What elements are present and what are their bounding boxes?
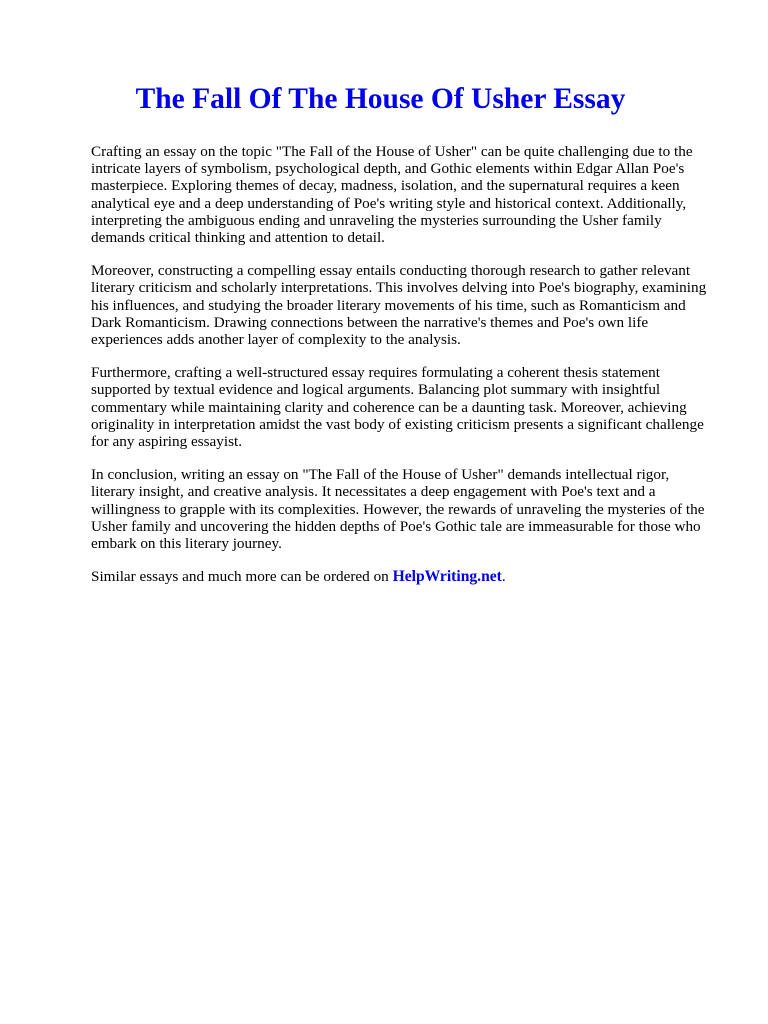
helpwriting-link[interactable]: HelpWriting.net xyxy=(392,568,502,586)
paragraph-line: supported by textual evidence and logical arguments. Balancing plot summary with insightful xyxy=(91,381,661,399)
paragraph-line: literary criticism and scholarly interpretations. This involves delving into Poe's biography, examining xyxy=(91,279,707,297)
paragraph-line: commentary while maintaining clarity and coherence can be a daunting task. Moreover, achieving xyxy=(91,398,687,416)
paragraph-line: masterpiece. Exploring themes of decay, madness, isolation, and the supernatural requires a keen xyxy=(91,177,680,195)
paragraph-line: Dark Romanticism. Drawing connections between the narrative's themes and Poe's own life xyxy=(91,313,649,331)
paragraph-line: willingness to grapple with its complexities. However, the rewards of unraveling the mysteries of the xyxy=(91,500,705,518)
page-title: The Fall Of The House Of Usher Essay xyxy=(135,83,626,115)
paragraph-line: analytical eye and a deep understanding of Poe's writing style and historical context. Additionally, xyxy=(91,194,687,212)
essay-paragraph xyxy=(91,143,718,246)
paragraph-line: Usher family and uncovering the hidden depths of Poe's Gothic tale are immeasurable for those who xyxy=(91,517,701,535)
paragraph-line: Moreover, constructing a compelling essay entails conducting thorough research to gather relevant xyxy=(91,262,691,280)
paragraph-line: demands critical thinking and attention to detail. xyxy=(91,229,385,247)
paragraph-line: his influences, and studying the broader literary movements of his time, such as Romanticism and xyxy=(91,296,686,314)
paragraph-line: intricate layers of symbolism, psychological depth, and Gothic elements within Edgar Allan Poe's xyxy=(91,160,685,178)
paragraph-line: experiences adds another layer of complexity to the analysis. xyxy=(91,331,461,349)
footer-prefix: Similar essays and much more can be ordered on xyxy=(91,568,393,586)
paragraph-line: literary insight, and creative analysis. It necessitates a deep engagement with Poe's text and a xyxy=(91,483,656,501)
essay-paragraph xyxy=(91,262,718,348)
paragraph-line: Furthermore, crafting a well-structured essay requires formulating a coherent thesis statement xyxy=(91,364,660,382)
paragraph-line: embark on this literary journey. xyxy=(91,535,282,553)
essay-paragraph xyxy=(91,364,718,450)
paragraph-line: In conclusion, writing an essay on "The Fall of the House of Usher" demands intellectual rigor, xyxy=(91,466,670,484)
paragraph-line: Crafting an essay on the topic "The Fall of the House of Usher" can be quite challenging due to the xyxy=(91,143,693,160)
paragraph-line: originality in interpretation amidst the vast body of existing criticism presents a significant challenge xyxy=(91,415,704,433)
essay-body xyxy=(91,143,718,552)
essay-paragraph xyxy=(91,466,718,552)
footer-suffix: . xyxy=(501,568,506,586)
paragraph-line: interpreting the ambiguous ending and unraveling the mysteries surrounding the Usher family xyxy=(91,211,662,229)
footer-line xyxy=(91,568,718,585)
paragraph-line: for any aspiring essayist. xyxy=(91,433,242,451)
